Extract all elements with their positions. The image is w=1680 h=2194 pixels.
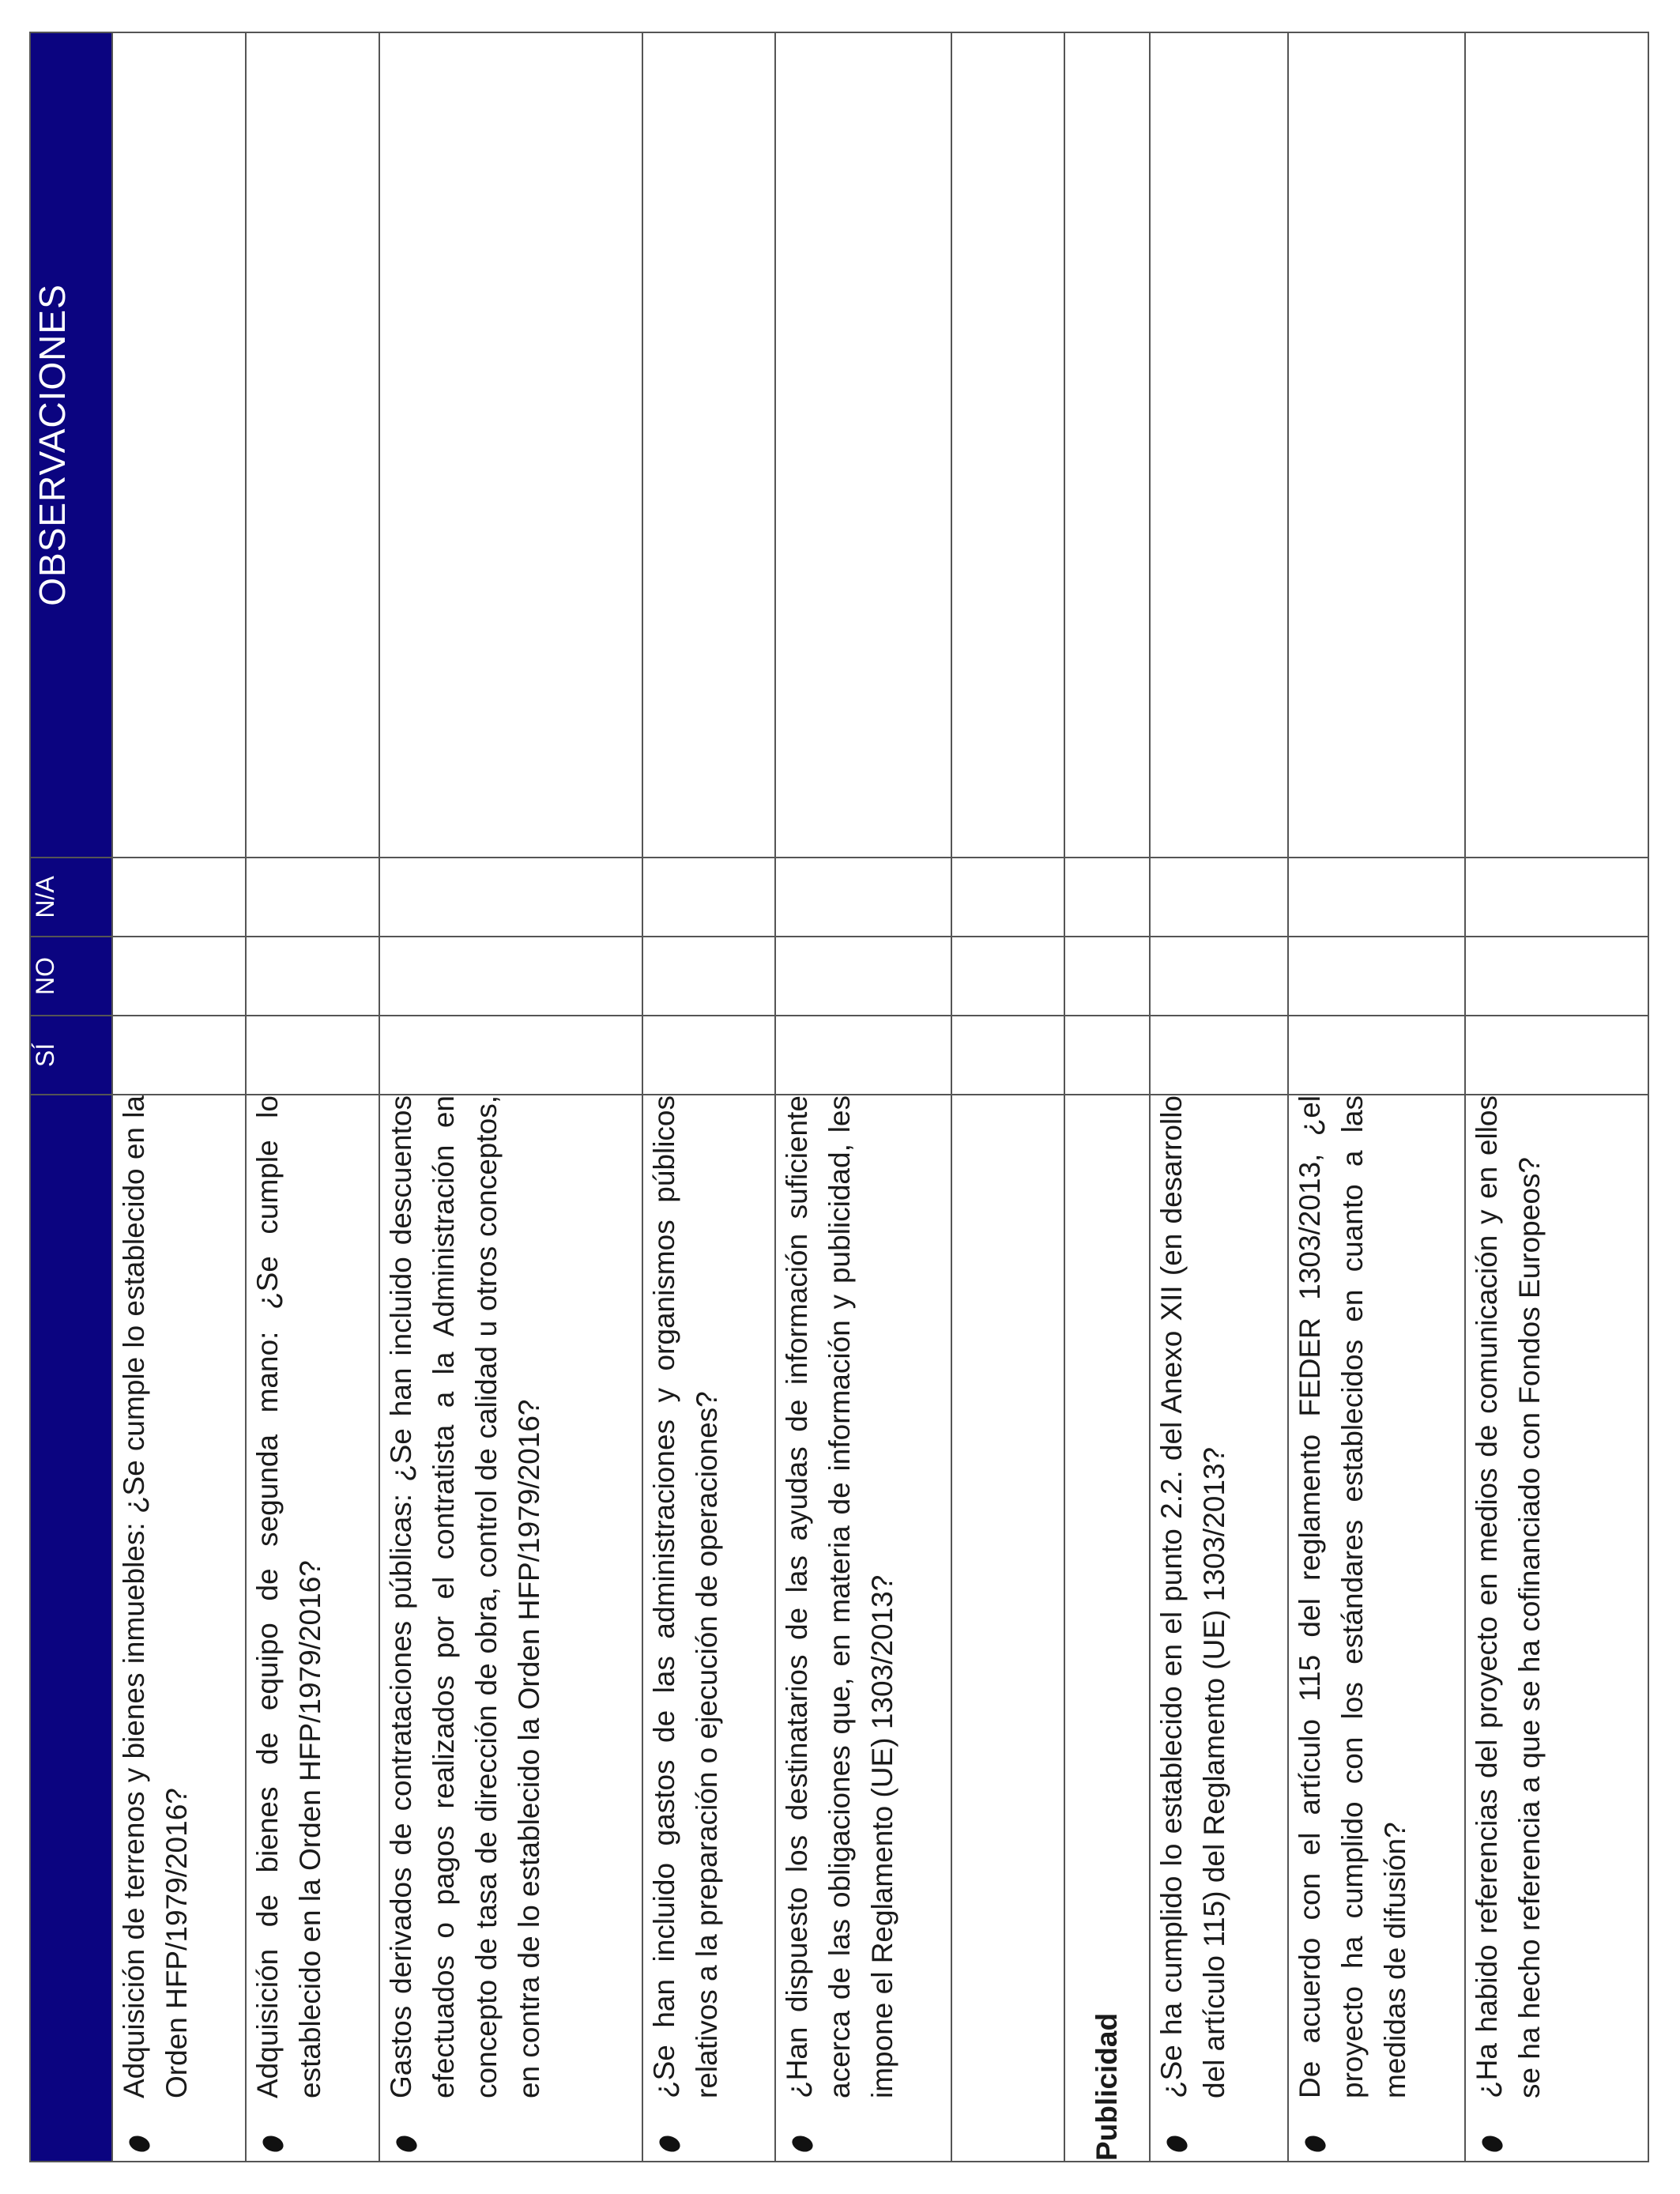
question-text: Adquisición de terrenos y bienes inmuebles: ¿Se cumple lo establecido en la Orden HFP/1979/2016? [118,1095,193,2098]
si-cell[interactable] [951,1016,1064,1095]
section-cell [1064,1095,1150,2162]
bullet-icon [1165,2133,1190,2154]
checklist-row [246,32,379,2162]
checklist-row [775,32,951,2162]
bullet-icon [261,2133,286,2154]
na-cell[interactable] [112,858,246,937]
na-cell[interactable] [951,858,1064,937]
header-observaciones: OBSERVACIONES [30,32,112,858]
observaciones-cell[interactable] [112,32,246,858]
na-cell[interactable] [379,858,642,937]
observaciones-cell[interactable] [1465,32,1648,858]
na-cell[interactable] [775,858,951,937]
observaciones-cell[interactable] [775,32,951,858]
si-cell[interactable] [379,1016,642,1095]
observaciones-cell[interactable] [642,32,775,858]
bullet-icon [394,2133,420,2154]
section-title: Publicidad [1090,2012,1123,2161]
question-cell [1288,1095,1466,2162]
observaciones-cell[interactable] [1150,32,1288,858]
header-si: SÍ [30,1016,112,1095]
checklist-row [1465,32,1648,2162]
bullet-icon [127,2133,153,2154]
question-text: ¿Se han incluido gastos de las administraciones y organismos públicos relativos a la preparación o ejecución de operaciones? [647,1095,723,2098]
question-cell [642,1095,775,2162]
bullet-icon [1480,2133,1505,2154]
header-no: NO [30,937,112,1016]
question-text: Adquisición de bienes de equipo de segunda mano: ¿Se cumple lo establecido en la Orden HFP/1979/2016? [251,1095,327,2098]
na-cell[interactable] [1150,858,1288,937]
question-cell [379,1095,642,2162]
question-text: ¿Han dispuesto los destinatarios de las ayudas de información suficiente acerca de las obligaciones que, en materia de información y publicidad, les impone el Reglamento (UE) 1303/2013? [781,1095,899,2098]
no-cell[interactable] [1150,937,1288,1016]
si-cell[interactable] [1288,1016,1466,1095]
checklist-row [1288,32,1466,2162]
observaciones-cell[interactable] [1064,32,1150,858]
no-cell[interactable] [246,937,379,1016]
no-cell[interactable] [1288,937,1466,1016]
header-question [30,1095,112,2162]
si-cell[interactable] [1150,1016,1288,1095]
no-cell[interactable] [642,937,775,1016]
na-cell[interactable] [1465,858,1648,937]
si-cell[interactable] [642,1016,775,1095]
si-cell[interactable] [775,1016,951,1095]
question-text: Gastos derivados de contrataciones públicas: ¿Se han incluido descuentos efectuados o pagos realizados por el contratista a la Administración en concepto de tasa de dirección de obra, control de calidad u otros conceptos, en contra de lo establecido la Orden HFP/1979/2016? [384,1095,545,2098]
checklist-row [642,32,775,2162]
no-cell[interactable] [951,937,1064,1016]
header-row [30,32,112,2162]
si-cell[interactable] [112,1016,246,1095]
bullet-icon [1302,2133,1328,2154]
question-cell [246,1095,379,2162]
header-na: N/A [30,858,112,937]
question-text: ¿Ha habido referencias del proyecto en medios de comunicación y en ellos se ha hecho referencia a que se ha cofinanciado con Fondos Europeos? [1471,1095,1546,2098]
checklist-table [29,32,1649,2162]
no-cell[interactable] [1064,937,1150,1016]
observaciones-cell[interactable] [246,32,379,858]
question-text: De acuerdo con el artículo 115 del reglamento FEDER 1303/2013, ¿el proyecto ha cumplido con los estándares establecidos en cuanto a las medidas de difusión? [1293,1095,1411,2098]
question-cell [1465,1095,1648,2162]
checklist-row [379,32,642,2162]
checklist-row [112,32,246,2162]
question-cell [951,1095,1064,2162]
na-cell[interactable] [246,858,379,937]
section-row [1064,32,1150,2162]
question-cell [775,1095,951,2162]
observaciones-cell[interactable] [1288,32,1466,858]
na-cell[interactable] [642,858,775,937]
no-cell[interactable] [112,937,246,1016]
bullet-icon [790,2133,816,2154]
bullet-icon [657,2133,682,2154]
checklist-row [1150,32,1288,2162]
na-cell[interactable] [1064,858,1150,937]
question-cell [112,1095,246,2162]
si-cell[interactable] [1064,1016,1150,1095]
si-cell[interactable] [246,1016,379,1095]
observaciones-cell[interactable] [951,32,1064,858]
observaciones-cell[interactable] [379,32,642,858]
no-cell[interactable] [379,937,642,1016]
si-cell[interactable] [1465,1016,1648,1095]
na-cell[interactable] [1288,858,1466,937]
question-cell [1150,1095,1288,2162]
no-cell[interactable] [1465,937,1648,1016]
no-cell[interactable] [775,937,951,1016]
question-text: ¿Se ha cumplido lo establecido en el punto 2.2. del Anexo XII (en desarrollo del artículo 115) del Reglamento (UE) 1303/2013? [1155,1095,1230,2098]
checklist-row-empty [951,32,1064,2162]
